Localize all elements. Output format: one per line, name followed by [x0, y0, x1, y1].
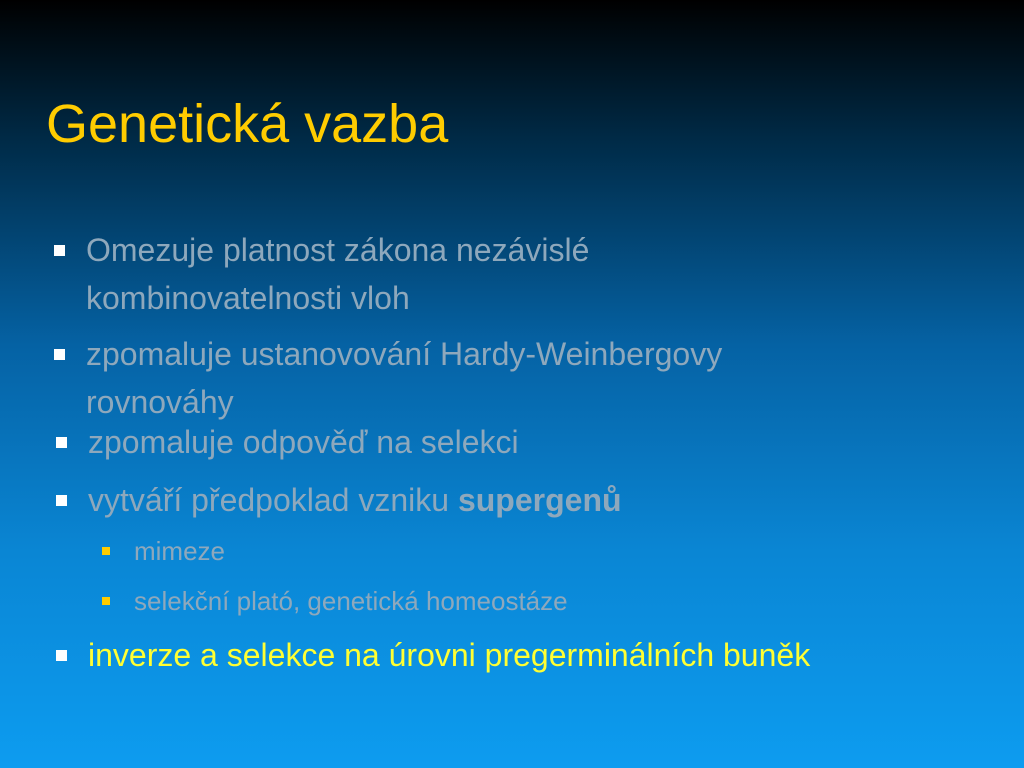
square-bullet-icon — [54, 245, 65, 256]
bullet-text-highlight: inverze a selekce na úrovni pregerminálních buněk — [88, 637, 811, 673]
bullet-text-plain: vytváří předpoklad vzniku — [88, 482, 458, 518]
square-bullet-icon — [54, 349, 65, 360]
square-bullet-icon — [102, 597, 110, 605]
sub-bullet-text: mimeze — [134, 536, 226, 566]
sub-bullet-text: selekční plató, genetická homeostáze — [134, 586, 568, 616]
bullet-text: zpomaluje odpověď na selekci — [88, 424, 519, 460]
bullet-text-line: Omezuje platnost zákona nezávislé — [86, 232, 590, 268]
square-bullet-icon — [102, 547, 110, 555]
bullet-text-bold: supergenů — [457, 482, 622, 518]
bullet-text-line: kombinovatelnosti vloh — [86, 280, 410, 316]
slide-title: Genetická vazba — [46, 94, 449, 154]
bullet-text-line: zpomaluje ustanovování Hardy-Weinbergovy — [86, 336, 723, 372]
bullet-text — [88, 476, 622, 524]
square-bullet-icon — [56, 650, 67, 661]
bullet-text-line: rovnováhy — [86, 384, 234, 420]
square-bullet-icon — [56, 437, 67, 448]
square-bullet-icon — [56, 495, 67, 506]
